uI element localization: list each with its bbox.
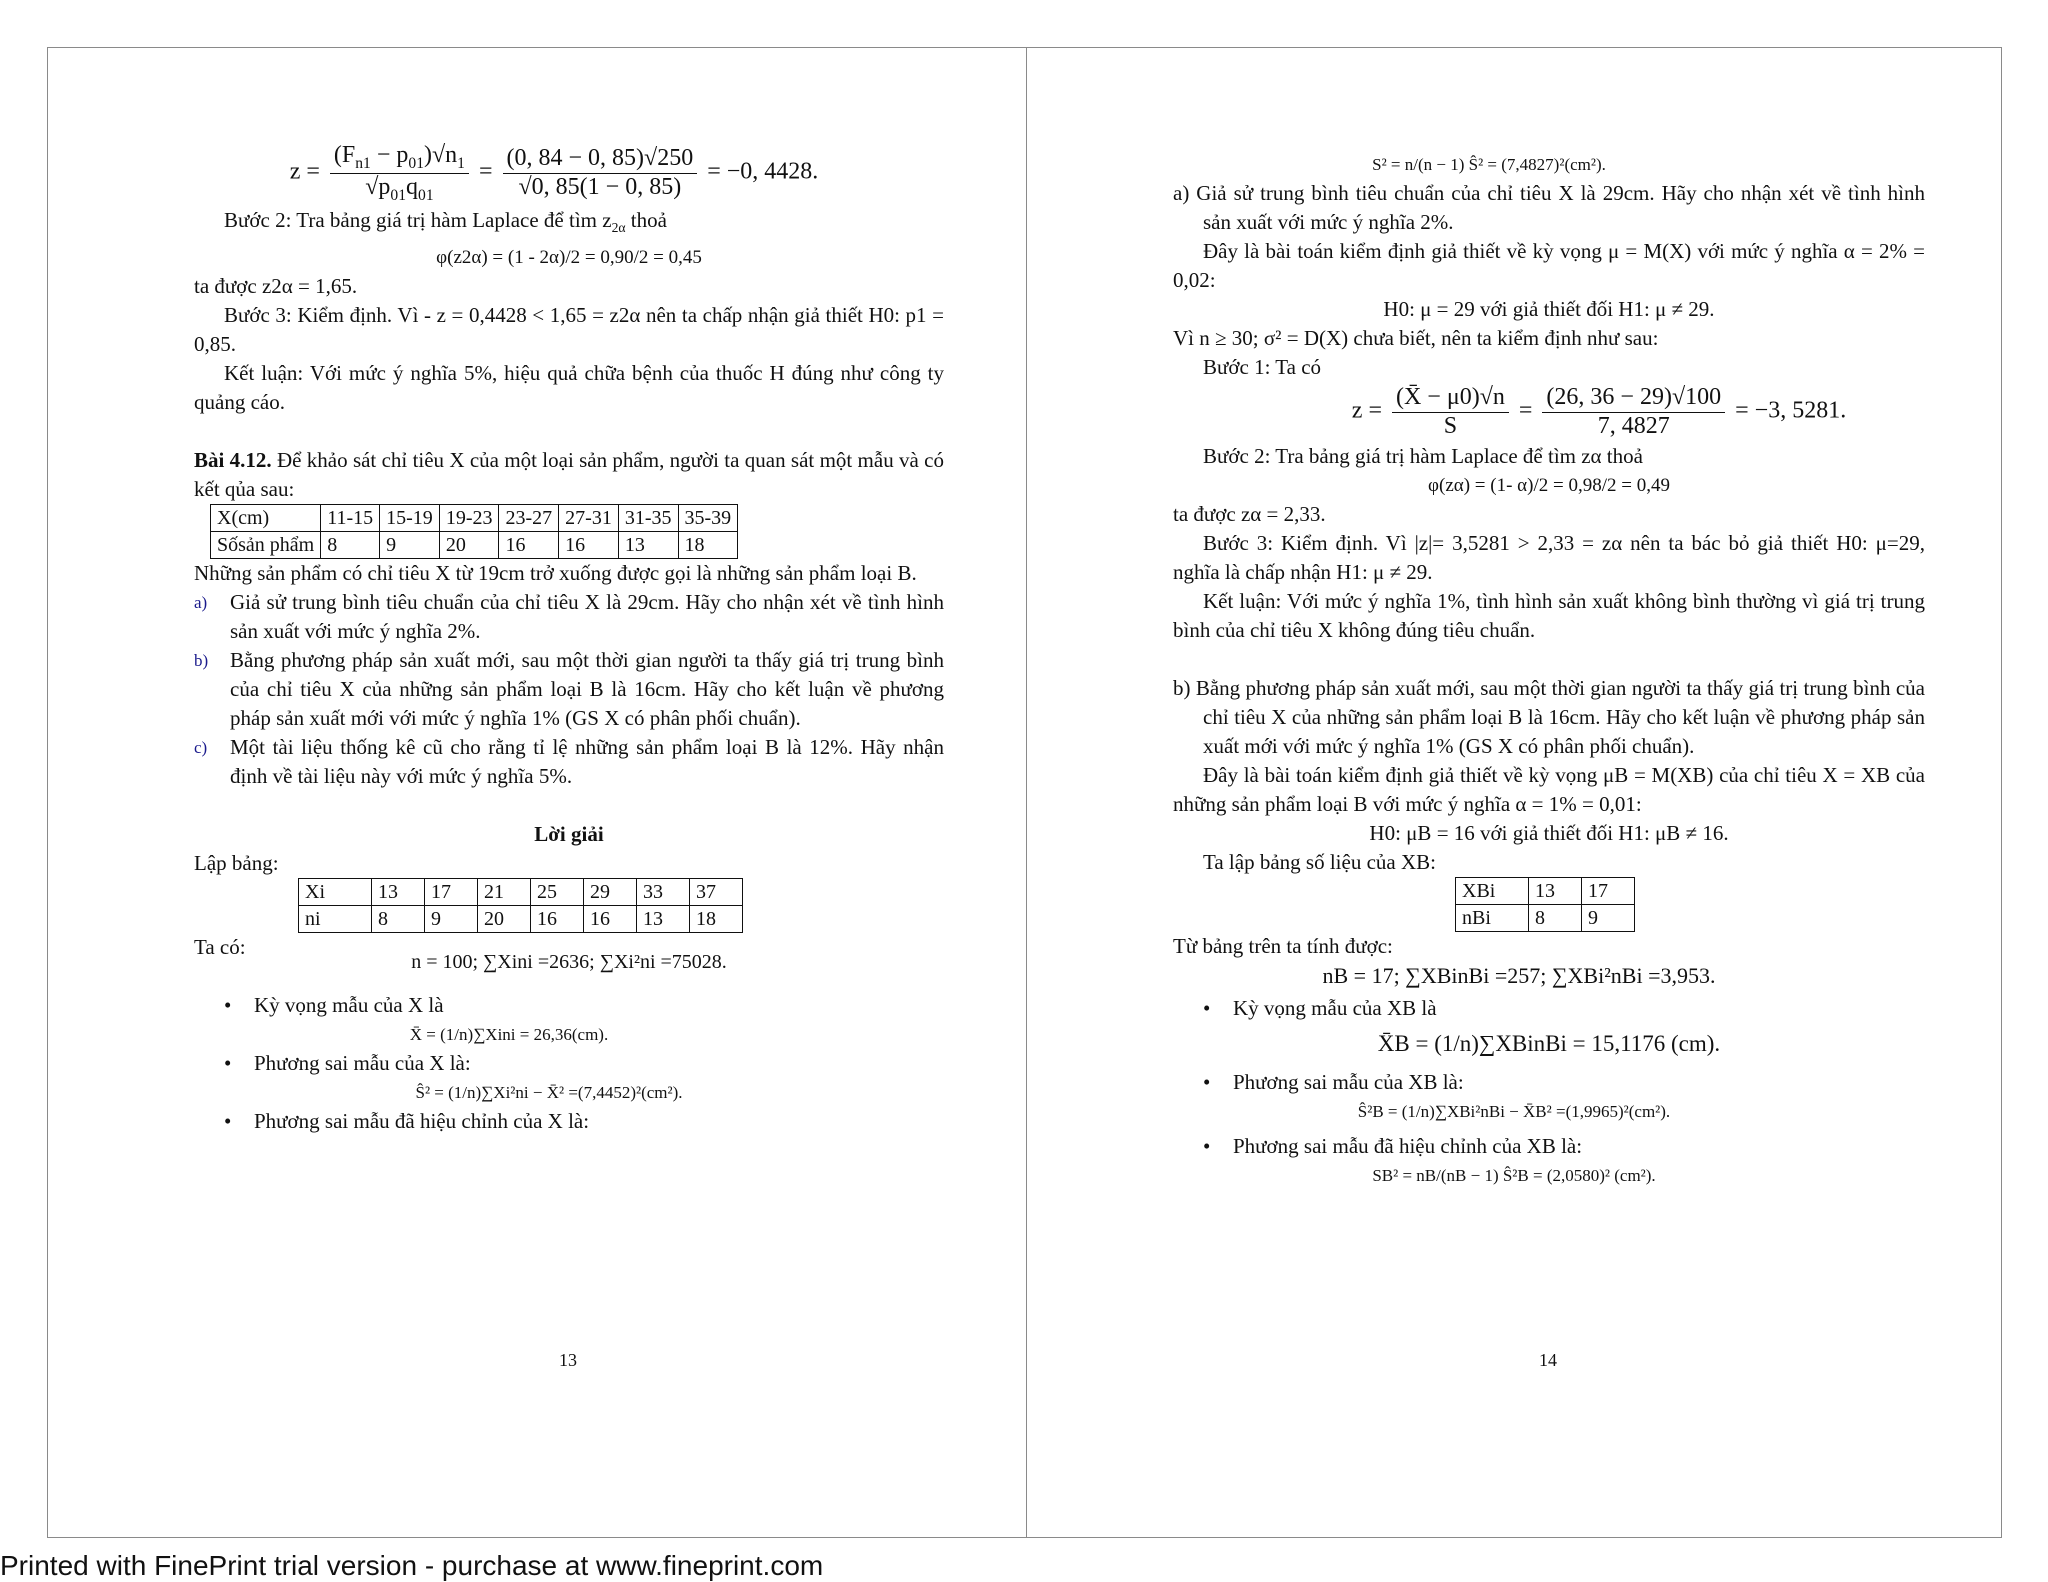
list-item: • Phương sai mẫu của X là: — [224, 1050, 471, 1075]
table-typeB — [1455, 877, 1635, 932]
table-cell: 16 — [559, 531, 619, 558]
table-cell: 29 — [584, 878, 637, 905]
table-cell: 13 — [372, 878, 425, 905]
table-row — [1456, 905, 1635, 932]
list-item: • Kỳ vọng mẫu của X là — [224, 992, 444, 1017]
table-cell: 16 — [499, 531, 559, 558]
table-cell: 8 — [372, 905, 425, 932]
table-frequency — [210, 504, 738, 559]
table-cell: 37 — [690, 878, 743, 905]
table-cell: 13 — [637, 905, 690, 932]
solution-bullets — [194, 991, 944, 1020]
problem-text: Để khảo sát chỉ tiêu X của một loại sản phẩm, người ta quan sát một mẫu và có kết qủa sau: — [194, 447, 944, 501]
list-item: c) Một tài liệu thống kê cũ cho rằng tỉ lệ những sản phẩm loại B là 12%. Hãy nhận định về tài liệu này với mức ý nghĩa 5%. — [194, 734, 944, 788]
table-cell: 18 — [678, 531, 738, 558]
b-eq-s2: SB² = nB/(nB − 1) Ŝ²B = (2,0580)² (cm²). — [1372, 1166, 1656, 1186]
a-desc: Đây là bài toán kiểm định giả thiết về kỳ vọng μ = M(X) với mức ý nghĩa α = 2% = 0,02: — [1173, 239, 1925, 292]
table-cell: 23-27 — [499, 504, 559, 531]
b-sums: nB = 17; ∑XBinBi =257; ∑XBi²nBi =3,953. — [1322, 963, 1716, 989]
solution-title: Lời giải — [534, 821, 604, 846]
b-desc: Đây là bài toán kiểm định giả thiết về kỳ vọng μB = M(XB) của chỉ tiêu X = XB của những sản phẩm loại B với mức ý nghĩa α = 1% = 0,01: — [1173, 763, 1925, 817]
a-text: a) Giả sử trung bình tiêu chuẩn của chỉ tiêu X là 29cm. Hãy cho nhận xét về tình hình sản xuất với mức ý nghĩa 2%. — [1173, 181, 1925, 234]
table-cell: 16 — [584, 905, 637, 932]
table-cell: 9 — [425, 905, 478, 932]
table-cell: 20 — [478, 905, 531, 932]
left-page — [194, 140, 944, 1136]
eq-lhs: z = — [289, 158, 320, 185]
step3-text: Bước 3: Kiểm định. Vì - z = 0,4428 < 1,65 = z2α nên ta chấp nhận giả thiết H0: p1 = 0,85. — [194, 302, 944, 356]
b-eq-mean: X̄B = (1/n)∑XBinBi = 15,1176 (cm). — [1377, 1031, 1721, 1057]
table-header-cell: Sốsản phẩm — [211, 531, 321, 558]
table-cell: 13 — [618, 531, 678, 558]
b-lap: Ta lập bảng số liệu của XB: — [1203, 850, 1436, 875]
conclusion-text: Kết luận: Với mức ý nghĩa 5%, hiệu quả chữa bệnh của thuốc H đúng như công ty quảng cáo. — [194, 360, 944, 414]
typeB-text: Những sản phẩm có chỉ tiêu X từ 19cm trở xuống được gọi là những sản phẩm loại B. — [194, 560, 917, 585]
lap-bang: Lập bảng: — [194, 850, 279, 875]
a-phi: φ(zα) = (1- α)/2 = 0,98/2 = 0,49 — [1428, 475, 1670, 497]
problem-title: Bài 4.12. — [194, 447, 272, 472]
table-cell: 35-39 — [678, 504, 738, 531]
eq-fraction-1: $\frac{(F_{n1} - p_{01})√n_1}{√p_{01}q_{01}}$ — [330, 142, 469, 204]
table-row — [299, 878, 743, 905]
step2-text: Bước 2: Tra bảng giá trị hàm Laplace để tìm $z_{2\alpha}$ thoả — [224, 208, 667, 236]
table-cell: 20 — [439, 531, 499, 558]
list-item: • Phương sai mẫu đã hiệu chỉnh của X là: — [224, 1108, 590, 1133]
table-header-cell: Xi — [299, 878, 372, 905]
table-cell: 27-31 — [559, 504, 619, 531]
table-header-cell: ni — [299, 905, 372, 932]
list-item: • Kỳ vọng mẫu của XB là — [1203, 996, 1437, 1021]
sums-line: n = 100; ∑Xini =2636; ∑Xi²ni =75028. — [411, 950, 727, 973]
equation-z-right: z = $\frac{(X̄ - \mu 0)√n}{S}$ = $\frac{(26, 36 - 29)√100}{7, 4827}$ = −3, 5281. — [1351, 384, 1847, 439]
table-cell: 19-23 — [439, 504, 499, 531]
list-item: a) Giả sử trung bình tiêu chuẩn của chỉ tiêu X là 29cm. Hãy cho nhận xét về tình hình sản xuất với mức ý nghĩa 2%. — [194, 589, 944, 643]
table-cell: 8 — [1529, 905, 1582, 932]
a-since: Vì n ≥ 30; σ² = D(X) chưa biết, nên ta kiểm định như sau: — [1173, 326, 1659, 350]
eq-var: Ŝ² = (1/n)∑Xi²ni − X̄² =(7,4452)²(cm²). — [415, 1082, 683, 1102]
table-solution — [298, 878, 743, 933]
b-hypothesis: H0: μB = 16 với giả thiết đối H1: μB ≠ 16. — [1369, 821, 1729, 846]
b-eq-var: Ŝ²B = (1/n)∑XBi²nBi − X̄B² =(1,9965)²(cm²). — [1357, 1102, 1671, 1122]
b-from: Từ bảng trên ta tính được: — [1173, 934, 1393, 959]
solution-bullets-3 — [194, 1107, 944, 1136]
eq-s2: S² = n/(n − 1) Ŝ² = (7,4827)²(cm²). — [1372, 155, 1606, 174]
table-header-cell: nBi — [1456, 905, 1529, 932]
list-item: b) Bằng phương pháp sản xuất mới, sau một thời gian người ta thấy giá trị trung bình của chỉ tiêu X của những sản phẩm loại B là 16cm. Hãy cho kết luận về phương pháp sản xuất mới với mức ý nghĩa 1% (GS X có phân phối chuẩn). — [194, 647, 944, 730]
table-cell: 33 — [637, 878, 690, 905]
table-cell: 16 — [531, 905, 584, 932]
table-row — [211, 504, 738, 531]
b-bullets-3 — [1173, 1132, 1925, 1161]
a-step3: Bước 3: Kiểm định. Vì |z|= 3,5281 > 2,33 = zα nên ta bác bỏ giả thiết H0: μ=29, nghĩa là chấp nhận H1: μ ≠ 29. — [1173, 531, 1925, 585]
eq-fraction-2: $\frac{(0, 84 - 0, 85)√250}{√0, 85(1 - 0, 85)}$ — [503, 145, 698, 201]
equation-z: z = $\frac{(F_{n1} - p_{01})√n_1}{√p_{01}q_{01}}$ = $\frac{(0, 84 - 0, 85)√250}{√0, 85(1 - 0, 85)}$ = −0, 4428. — [289, 142, 819, 204]
table-cell: 13 — [1529, 878, 1582, 905]
problem-statement — [194, 446, 944, 504]
table-cell: 25 — [531, 878, 584, 905]
table-cell: 31-35 — [618, 504, 678, 531]
footer-watermark: Printed with FinePrint trial version - purchase at www.fineprint.com — [0, 1550, 824, 1581]
table-row — [299, 905, 743, 932]
list-item: • Phương sai mẫu đã hiệu chỉnh của XB là: — [1203, 1134, 1583, 1159]
eq-rhs: = −0, 4428. — [707, 158, 819, 185]
table-row — [211, 531, 738, 558]
problem-items — [194, 588, 944, 791]
table-cell: 17 — [1582, 878, 1635, 905]
b-bullets — [1173, 994, 1925, 1023]
get-line: ta được z2α = 1,65. — [194, 273, 358, 298]
table-cell: 21 — [478, 878, 531, 905]
table-cell: 15-19 — [380, 504, 440, 531]
table-cell: 8 — [321, 531, 380, 558]
a-hypothesis: H0: μ = 29 với giả thiết đối H1: μ ≠ 29. — [1383, 297, 1715, 321]
phi-line: φ(z2α) = (1 - 2α)/2 = 0,90/2 = 0,45 — [436, 246, 702, 268]
ta-co: Ta có: — [194, 934, 246, 959]
b-text: b) Bằng phương pháp sản xuất mới, sau một thời gian người ta thấy giá trị trung bình của chỉ tiêu X của những sản phẩm loại B là 16cm. Hãy cho kết luận về phương pháp sản xuất mới với mức ý nghĩa 1% (GS X có phân phối chuẩn). — [1173, 676, 1925, 759]
table-header-cell: XBi — [1456, 878, 1529, 905]
table-cell: 18 — [690, 905, 743, 932]
table-row — [1456, 878, 1635, 905]
b-bullets-2 — [1173, 1068, 1925, 1097]
page-number-right: 14 — [1539, 1350, 1557, 1370]
a-conclusion: Kết luận: Với mức ý nghĩa 1%, tình hình sản xuất không bình thường vì giá trị trung bình của chỉ tiêu X không đúng tiêu chuẩn. — [1173, 589, 1925, 643]
a-step1: Bước 1: Ta có — [1203, 355, 1322, 379]
solution-bullets-2 — [194, 1049, 944, 1078]
table-header-cell: X(cm) — [211, 504, 321, 531]
table-cell: 11-15 — [321, 504, 380, 531]
a-step2: Bước 2: Tra bảng giá trị hàm Laplace để tìm zα thoả — [1203, 444, 1643, 469]
right-page — [1173, 150, 1925, 1190]
a-get: ta được zα = 2,33. — [1173, 502, 1326, 527]
eq-mean: X̄ = (1/n)∑Xini = 26,36(cm). — [409, 1024, 609, 1044]
page-divider — [1026, 47, 1027, 1538]
table-cell: 9 — [1582, 905, 1635, 932]
page-number-left: 13 — [559, 1350, 577, 1370]
list-item: • Phương sai mẫu của XB là: — [1203, 1070, 1464, 1095]
table-cell: 17 — [425, 878, 478, 905]
table-cell: 9 — [380, 531, 440, 558]
